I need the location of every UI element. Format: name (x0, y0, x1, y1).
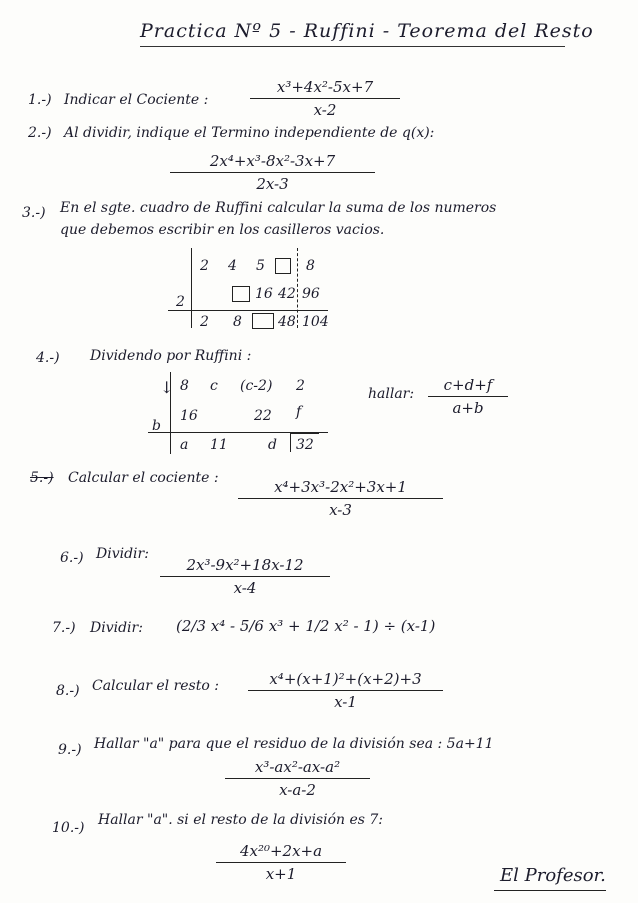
problem-4-find-denominator: a+b (452, 399, 484, 417)
problem-4-find-label: hallar: (368, 386, 415, 402)
r3-c1: 2 (200, 314, 209, 330)
r1-c2: 4 (228, 258, 237, 274)
r1-empty-box (275, 258, 291, 274)
r3-empty-box (252, 313, 274, 329)
problem-10-number: 10.-) (52, 820, 85, 836)
problem-5-denominator: x-3 (329, 501, 352, 519)
t4-r2-c1: 16 (180, 408, 198, 424)
problem-1-numerator: x³+4x²-5x+7 (250, 78, 400, 99)
t4-r3-c3: d (268, 437, 277, 453)
problem-8-numerator: x⁴+(x+1)²+(x+2)+3 (248, 670, 443, 691)
problem-9-fraction (225, 758, 370, 799)
r1-c3: 5 (256, 258, 265, 274)
problem-5-numerator: x⁴+3x³-2x²+3x+1 (238, 478, 443, 499)
problem-6-fraction (160, 556, 330, 597)
problem-4-find-fraction (428, 376, 508, 417)
problem-4-find-numerator: c+d+f (428, 376, 508, 397)
title-underline (140, 46, 565, 47)
problem-2-denominator: 2x-3 (256, 175, 289, 193)
problem-4-number: 4.-) (36, 350, 60, 366)
problem-6-text: Dividir: (96, 546, 149, 562)
problem-10-fraction (216, 842, 346, 883)
problem-6-numerator: 2x³-9x²+18x-12 (160, 556, 330, 577)
t4-r1-c1: 8 (180, 378, 189, 394)
problem-2-fraction (170, 152, 375, 193)
t4-r2-c3: f (296, 404, 302, 420)
problem-1-number: 1.-) (28, 92, 52, 108)
problem-4-text: Dividendo por Ruffini : (90, 348, 252, 364)
r2-c2: 42 (278, 286, 296, 302)
problem-6-denominator: x-4 (233, 579, 257, 597)
r3-c3: 48 (278, 314, 296, 330)
problem-3-text-line1: En el sgte. cuadro de Ruffini calcular la suma de los numeros (60, 200, 497, 216)
teacher-signature: El Profesor. (500, 865, 606, 886)
down-arrow-icon: ↓ (160, 378, 174, 397)
problem-5-text: Calcular el cociente : (68, 470, 219, 486)
problem-8-denominator: x-1 (334, 693, 357, 711)
problem-2-numerator: 2x⁴+x³-8x²-3x+7 (170, 152, 375, 173)
r3-c4: 104 (302, 314, 329, 330)
problem-1-fraction (250, 78, 400, 119)
problem-5-number: 5.-) (30, 470, 54, 486)
problem-8-number: 8.-) (56, 683, 80, 699)
r2-empty-box (232, 286, 250, 302)
r3-c2: 8 (233, 314, 242, 330)
t4-divisor: b (152, 418, 161, 434)
problem-8-text: Calcular el resto : (92, 678, 219, 694)
signature-underline (494, 890, 606, 891)
problem-10-text: Hallar "a". si el resto de la división es 7: (98, 812, 384, 828)
problem-9-number: 9.-) (58, 742, 82, 758)
r1-c5: 8 (306, 258, 315, 274)
t4-r1-c2: c (210, 378, 218, 394)
problem-9-text: Hallar "a" para que el residuo de la división sea : 5a+11 (94, 736, 494, 752)
ruffini-horizontal-line (168, 310, 328, 311)
problem-8-fraction (248, 670, 443, 711)
problem-2-text: Al dividir, indique el Termino independiente de q(x): (64, 125, 435, 141)
problem-3-number: 3.-) (22, 205, 46, 221)
r2-c1: 16 (255, 286, 273, 302)
problem-1-denominator: x-2 (313, 101, 337, 119)
t4-r2-c2: 22 (254, 408, 272, 424)
ruffini-vertical-line (191, 248, 192, 328)
r1-c1: 2 (200, 258, 209, 274)
problem-10-denominator: x+1 (265, 865, 297, 883)
problem-10-numerator: 4x²⁰+2x+a (216, 842, 346, 863)
ruffini-divisor: 2 (176, 294, 185, 310)
problem-7-text: Dividir: (90, 620, 143, 636)
page-title: Practica Nº 5 - Ruffini - Teorema del Resto (140, 20, 594, 42)
r2-c3: 96 (302, 286, 320, 302)
problem-3-text-line2: que debemos escribir en los casilleros vacios. (60, 222, 385, 238)
problem-1-text: Indicar el Cociente : (64, 92, 209, 108)
t4-r1-c3: (c-2) (240, 378, 273, 394)
t4-r3-c2: 11 (210, 437, 228, 453)
ruffini-remainder-divider (297, 248, 298, 328)
t4-r1-c4: 2 (296, 378, 305, 394)
t4-r3-c1: a (180, 437, 189, 453)
problem-2-number: 2.-) (28, 125, 52, 141)
problem-6-number: 6.-) (60, 550, 84, 566)
problem-5-fraction (238, 478, 443, 519)
problem-7-number: 7.-) (52, 620, 76, 636)
problem-9-denominator: x-a-2 (279, 781, 316, 799)
problem-7-expression: (2/3 x⁴ - 5/6 x³ + 1/2 x² - 1) ÷ (x-1) (176, 617, 436, 635)
t4-r3-c4: 32 (296, 437, 314, 453)
problem-9-numerator: x³-ax²-ax-a² (225, 758, 370, 779)
